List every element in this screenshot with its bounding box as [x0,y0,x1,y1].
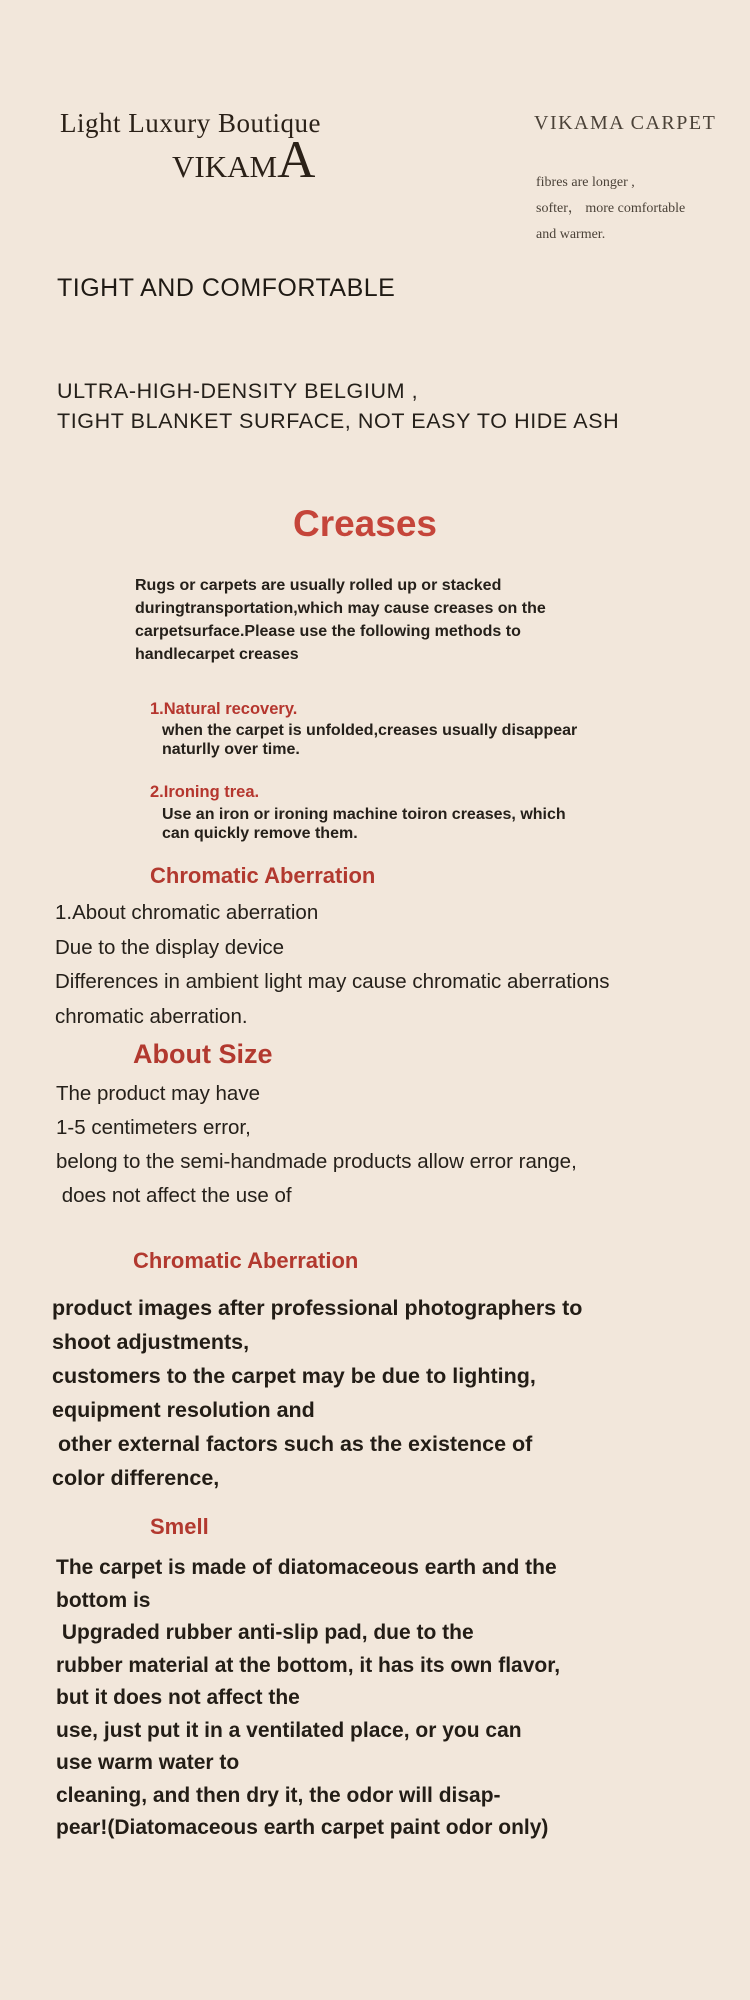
about-size-line: 1-5 centimeters error, [56,1116,251,1139]
smell-line: use warm water to [56,1751,240,1774]
chromatic-aberration-paragraph-1 [55,896,610,1034]
chromatic-aberration-heading-1: Chromatic Aberration [150,863,376,888]
hero-subtitle-line: ULTRA-HIGH-DENSITY BELGIUM , [57,379,419,403]
smell-line: but it does not affect the [56,1686,300,1709]
hero-subtitle-line: TIGHT BLANKET SURFACE, NOT EASY TO HIDE ASH [57,409,620,433]
smell-line: pear!(Diatomaceous earth carpet paint odor only) [56,1816,549,1839]
chromatic1-line: chromatic aberration. [55,1004,248,1028]
smell-line: Upgraded rubber anti-slip pad, due to the [56,1621,474,1644]
smell-heading: Smell [150,1514,209,1539]
creases-section-title: Creases [292,503,437,544]
chromatic-aberration-paragraph-2 [52,1291,582,1495]
natural-recovery-paragraph [162,722,577,759]
about-size-heading: About Size [133,1039,273,1069]
natural-recovery-line: naturlly over time. [162,740,300,758]
natural-recovery-heading: 1.Natural recovery. [150,700,298,718]
chromatic1-line: Differences in ambient light may cause chromatic aberrations [55,970,610,993]
smell-line: bottom is [56,1588,151,1612]
creases-intro-line: carpetsurface.Please use the following methods to [135,623,521,640]
ironing-line: Use an iron or ironing machine toiron creases, which [162,806,566,823]
chromatic2-line: equipment resolution and [52,1398,315,1422]
about-size-line: belong to the semi-handmade products allow error range, [56,1150,577,1173]
hero-title: TIGHT AND COMFORTABLE [57,274,396,302]
chromatic2-line: product images after professional photographers to [52,1296,583,1320]
natural-recovery-line: when the carpet is unfolded,creases usually disappear [162,722,578,739]
about-size-paragraph [56,1077,577,1213]
brand-logo-big-a: A [277,131,316,189]
smell-paragraph [56,1552,560,1845]
ironing-heading: 2.Ironing trea. [150,783,260,801]
about-size-line: The product may have [56,1082,260,1105]
brand-logo-text: VIKAM [172,149,278,184]
chromatic-aberration-heading-2: Chromatic Aberration [133,1248,359,1273]
brand-tagline: Light Luxury Boutique [60,108,321,138]
chromatic2-line: other external factors such as the existence of [52,1432,533,1456]
creases-intro-paragraph [135,574,546,666]
smell-line: cleaning, and then dry it, the odor will disap- [56,1783,501,1807]
tagline-line: and warmer. [536,227,606,242]
brand-logo [172,131,316,189]
creases-intro-line: handlecarpet creases [135,646,299,663]
tagline-line: fibres are longer , [536,175,635,190]
header-right-tagline [536,170,685,248]
ironing-paragraph [162,806,566,843]
about-size-line: does not affect the use of [56,1184,292,1207]
hero-subtitle [57,376,619,436]
smell-line: use, just put it in a ventilated place, or you can [56,1718,522,1742]
tagline-line: softer， more comfortable [536,201,686,216]
header-right-title: VIKAMA CARPET [534,112,717,134]
smell-line: The carpet is made of diatomaceous earth and the [56,1556,557,1579]
chromatic2-line: color difference, [52,1466,220,1490]
chromatic2-line: shoot adjustments, [52,1330,250,1354]
chromatic1-line: Due to the display device [55,935,285,959]
smell-line: rubber material at the bottom, it has its own flavor, [56,1653,561,1677]
chromatic2-line: customers to the carpet may be due to lighting, [52,1364,536,1388]
creases-intro-line: Rugs or carpets are usually rolled up or stacked [135,577,502,594]
ironing-line: can quickly remove them. [162,824,358,842]
chromatic1-line: 1.About chromatic aberration [55,901,319,924]
creases-intro-line: duringtransportation,which may cause creases on the [135,600,546,617]
